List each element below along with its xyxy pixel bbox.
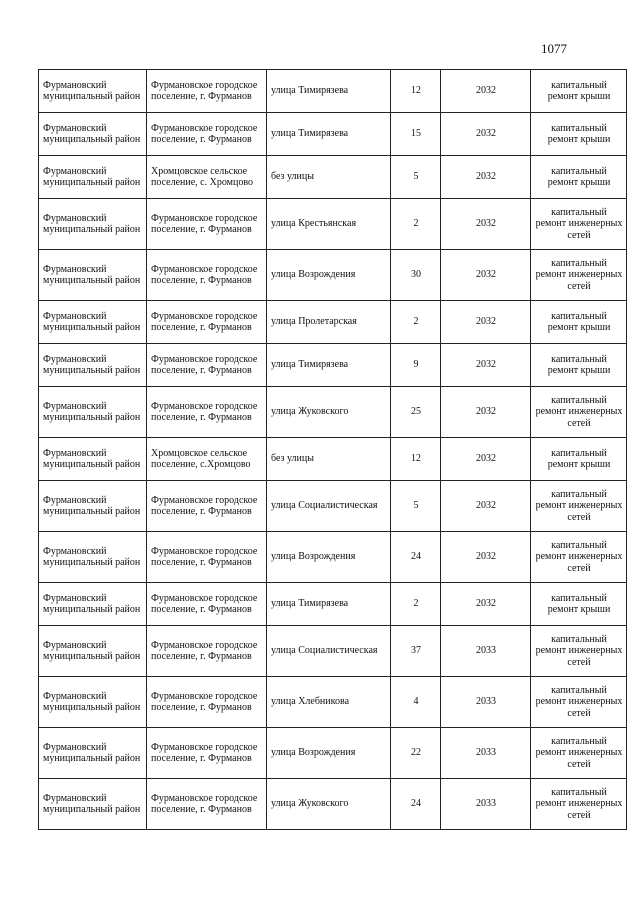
settlement-cell: Фурмановское городское поселение, г. Фурманов — [147, 728, 267, 779]
table-row — [39, 199, 627, 250]
work-type-cell: капитальный ремонт крыши — [531, 583, 627, 626]
work-type-cell: капитальный ремонт инженерных сетей — [531, 481, 627, 532]
work-type-cell: капитальный ремонт инженерных сетей — [531, 779, 627, 830]
table-row — [39, 301, 627, 344]
street-cell: улица Возрождения — [267, 532, 391, 583]
table-row — [39, 481, 627, 532]
work-type-cell: капитальный ремонт крыши — [531, 113, 627, 156]
street-cell: улица Тимирязева — [267, 344, 391, 387]
district-cell: Фурмановский муниципальный район — [39, 438, 147, 481]
planned-year-cell: 2032 — [441, 438, 531, 481]
table-row — [39, 532, 627, 583]
planned-year-cell: 2033 — [441, 677, 531, 728]
planned-year-cell: 2033 — [441, 779, 531, 830]
planned-year-cell: 2032 — [441, 199, 531, 250]
house-number-cell: 2 — [391, 583, 441, 626]
house-number-cell: 25 — [391, 387, 441, 438]
planned-year-cell: 2033 — [441, 626, 531, 677]
planned-year-cell: 2032 — [441, 387, 531, 438]
district-cell: Фурмановский муниципальный район — [39, 583, 147, 626]
planned-year-cell: 2032 — [441, 532, 531, 583]
table-row — [39, 626, 627, 677]
planned-year-cell: 2032 — [441, 301, 531, 344]
house-number-cell: 24 — [391, 532, 441, 583]
work-type-cell: капитальный ремонт инженерных сетей — [531, 728, 627, 779]
house-number-cell: 24 — [391, 779, 441, 830]
settlement-cell: Фурмановское городское поселение, г. Фурманов — [147, 387, 267, 438]
district-cell: Фурмановский муниципальный район — [39, 199, 147, 250]
table-row — [39, 344, 627, 387]
street-cell: без улицы — [267, 156, 391, 199]
page-number: 1077 — [541, 41, 567, 56]
work-type-cell: капитальный ремонт инженерных сетей — [531, 387, 627, 438]
district-cell: Фурмановский муниципальный район — [39, 626, 147, 677]
district-cell: Фурмановский муниципальный район — [39, 113, 147, 156]
settlement-cell: Хромцовское сельское поселение, с.Хромцово — [147, 438, 267, 481]
street-cell: улица Возрождения — [267, 728, 391, 779]
settlement-cell: Фурмановское городское поселение, г. Фурманов — [147, 344, 267, 387]
street-cell: улица Социалистическая — [267, 481, 391, 532]
settlement-cell: Фурмановское городское поселение, г. Фурманов — [147, 779, 267, 830]
work-type-cell: капитальный ремонт крыши — [531, 70, 627, 113]
work-type-cell: капитальный ремонт инженерных сетей — [531, 677, 627, 728]
district-cell: Фурмановский муниципальный район — [39, 779, 147, 830]
settlement-cell: Фурмановское городское поселение, г. Фурманов — [147, 626, 267, 677]
district-cell: Фурмановский муниципальный район — [39, 250, 147, 301]
house-number-cell: 22 — [391, 728, 441, 779]
planned-year-cell: 2032 — [441, 481, 531, 532]
street-cell: улица Жуковского — [267, 387, 391, 438]
district-cell: Фурмановский муниципальный район — [39, 301, 147, 344]
work-type-cell: капитальный ремонт крыши — [531, 438, 627, 481]
table-row — [39, 250, 627, 301]
table-row — [39, 156, 627, 199]
table-row — [39, 438, 627, 481]
district-cell: Фурмановский муниципальный район — [39, 728, 147, 779]
planned-year-cell: 2032 — [441, 344, 531, 387]
planned-year-cell: 2032 — [441, 70, 531, 113]
work-type-cell: капитальный ремонт инженерных сетей — [531, 199, 627, 250]
table-row — [39, 677, 627, 728]
house-number-cell: 30 — [391, 250, 441, 301]
settlement-cell: Фурмановское городское поселение, г. Фурманов — [147, 481, 267, 532]
settlement-cell: Фурмановское городское поселение, г. Фурманов — [147, 301, 267, 344]
house-number-cell: 15 — [391, 113, 441, 156]
settlement-cell: Фурмановское городское поселение, г. Фурманов — [147, 113, 267, 156]
street-cell: улица Тимирязева — [267, 70, 391, 113]
work-type-cell: капитальный ремонт инженерных сетей — [531, 626, 627, 677]
house-number-cell: 5 — [391, 481, 441, 532]
street-cell: улица Тимирязева — [267, 113, 391, 156]
house-number-cell: 2 — [391, 199, 441, 250]
street-cell: без улицы — [267, 438, 391, 481]
table-row — [39, 387, 627, 438]
house-number-cell: 4 — [391, 677, 441, 728]
planned-year-cell: 2033 — [441, 728, 531, 779]
district-cell: Фурмановский муниципальный район — [39, 344, 147, 387]
street-cell: улица Хлебникова — [267, 677, 391, 728]
planned-year-cell: 2032 — [441, 156, 531, 199]
table-row — [39, 70, 627, 113]
settlement-cell: Фурмановское городское поселение, г. Фурманов — [147, 70, 267, 113]
house-number-cell: 2 — [391, 301, 441, 344]
table-row — [39, 728, 627, 779]
house-number-cell: 37 — [391, 626, 441, 677]
table-row — [39, 779, 627, 830]
district-cell: Фурмановский муниципальный район — [39, 481, 147, 532]
repair-schedule-table — [38, 69, 627, 830]
table-row — [39, 583, 627, 626]
work-type-cell: капитальный ремонт инженерных сетей — [531, 532, 627, 583]
planned-year-cell: 2032 — [441, 113, 531, 156]
street-cell: улица Возрождения — [267, 250, 391, 301]
street-cell: улица Пролетарская — [267, 301, 391, 344]
house-number-cell: 12 — [391, 438, 441, 481]
work-type-cell: капитальный ремонт крыши — [531, 344, 627, 387]
settlement-cell: Фурмановское городское поселение, г. Фурманов — [147, 250, 267, 301]
settlement-cell: Фурмановское городское поселение, г. Фурманов — [147, 677, 267, 728]
planned-year-cell: 2032 — [441, 250, 531, 301]
street-cell: улица Тимирязева — [267, 583, 391, 626]
district-cell: Фурмановский муниципальный район — [39, 677, 147, 728]
house-number-cell: 5 — [391, 156, 441, 199]
district-cell: Фурмановский муниципальный район — [39, 156, 147, 199]
district-cell: Фурмановский муниципальный район — [39, 70, 147, 113]
work-type-cell: капитальный ремонт крыши — [531, 156, 627, 199]
settlement-cell: Хромцовское сельское поселение, с. Хромцово — [147, 156, 267, 199]
street-cell: улица Крестьянская — [267, 199, 391, 250]
district-cell: Фурмановский муниципальный район — [39, 532, 147, 583]
house-number-cell: 9 — [391, 344, 441, 387]
settlement-cell: Фурмановское городское поселение, г. Фурманов — [147, 199, 267, 250]
table-row — [39, 113, 627, 156]
work-type-cell: капитальный ремонт инженерных сетей — [531, 250, 627, 301]
table-body — [39, 70, 627, 830]
district-cell: Фурмановский муниципальный район — [39, 387, 147, 438]
street-cell: улица Жуковского — [267, 779, 391, 830]
street-cell: улица Социалистическая — [267, 626, 391, 677]
planned-year-cell: 2032 — [441, 583, 531, 626]
settlement-cell: Фурмановское городское поселение, г. Фурманов — [147, 532, 267, 583]
work-type-cell: капитальный ремонт крыши — [531, 301, 627, 344]
house-number-cell: 12 — [391, 70, 441, 113]
settlement-cell: Фурмановское городское поселение, г. Фурманов — [147, 583, 267, 626]
